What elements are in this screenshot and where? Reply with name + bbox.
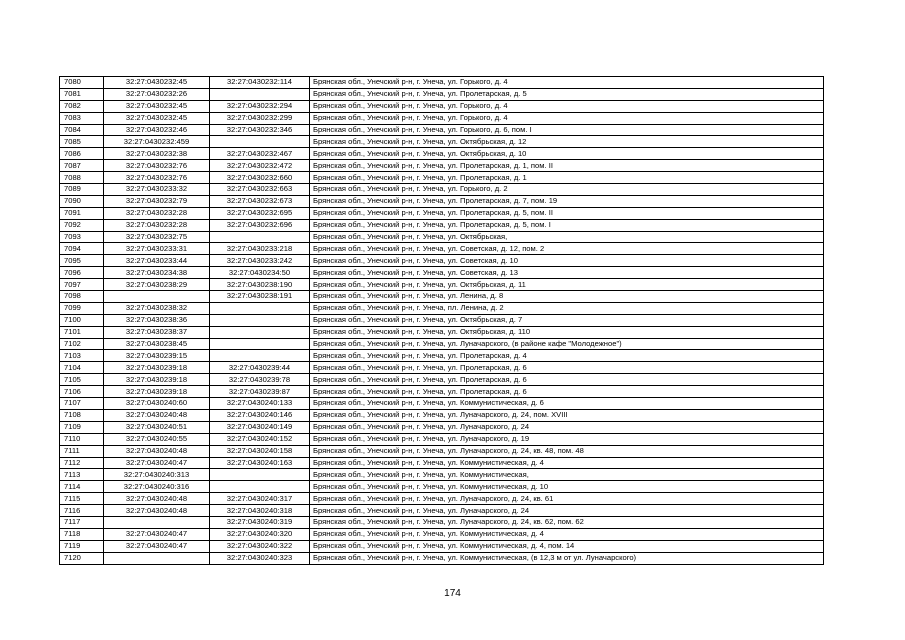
table-row	[60, 100, 824, 112]
object-number-cell: 32:27:0430240:323	[210, 552, 310, 564]
address-cell: Брянская обл., Унечский р-н, г. Унеча, ул. Горького, д. 2	[310, 184, 824, 196]
parcel-number-cell: 32:27:0430232:46	[104, 124, 210, 136]
table-row	[60, 552, 824, 564]
object-number-cell	[210, 88, 310, 100]
object-number-cell	[210, 481, 310, 493]
row-number-cell: 7084	[60, 124, 104, 136]
parcel-number-cell: 32:27:0430239:15	[104, 350, 210, 362]
table-row	[60, 350, 824, 362]
parcel-number-cell: 32:27:0430232:45	[104, 100, 210, 112]
parcel-number-cell: 32:27:0430238:45	[104, 338, 210, 350]
parcel-number-cell: 32:27:0430240:47	[104, 457, 210, 469]
row-number-cell: 7100	[60, 314, 104, 326]
table-row	[60, 172, 824, 184]
address-cell: Брянская обл., Унечский р-н, г. Унеча, ул. Коммунистическая, д. 10	[310, 481, 824, 493]
object-number-cell: 32:27:0430232:346	[210, 124, 310, 136]
table-row	[60, 148, 824, 160]
address-cell: Брянская обл., Унечский р-н, г. Унеча, ул. Пролетарская, д. 6	[310, 374, 824, 386]
row-number-cell: 7083	[60, 112, 104, 124]
row-number-cell: 7082	[60, 100, 104, 112]
row-number-cell: 7091	[60, 207, 104, 219]
address-cell: Брянская обл., Унечский р-н, г. Унеча, ул. Советская, д. 13	[310, 267, 824, 279]
table-row	[60, 255, 824, 267]
row-number-cell: 7103	[60, 350, 104, 362]
parcel-number-cell: 32:27:0430240:60	[104, 398, 210, 410]
row-number-cell: 7105	[60, 374, 104, 386]
object-number-cell: 32:27:0430234:50	[210, 267, 310, 279]
registry-table-body	[60, 77, 824, 565]
address-cell: Брянская обл., Унечский р-н, г. Унеча, ул. Пролетарская, д. 5, пом. I	[310, 219, 824, 231]
object-number-cell: 32:27:0430239:87	[210, 386, 310, 398]
table-row	[60, 231, 824, 243]
address-cell: Брянская обл., Унечский р-н, г. Унеча, ул. Октябрьская, д. 11	[310, 279, 824, 291]
row-number-cell: 7115	[60, 493, 104, 505]
object-number-cell: 32:27:0430240:158	[210, 445, 310, 457]
object-number-cell: 32:27:0430232:472	[210, 160, 310, 172]
object-number-cell: 32:27:0430240:320	[210, 528, 310, 540]
parcel-number-cell: 32:27:0430232:28	[104, 207, 210, 219]
object-number-cell: 32:27:0430232:299	[210, 112, 310, 124]
row-number-cell: 7108	[60, 409, 104, 421]
row-number-cell: 7099	[60, 302, 104, 314]
object-number-cell	[210, 136, 310, 148]
table-row	[60, 421, 824, 433]
row-number-cell: 7113	[60, 469, 104, 481]
address-cell: Брянская обл., Унечский р-н, г. Унеча, ул. Коммунистическая, д. 4, пом. 14	[310, 540, 824, 552]
parcel-number-cell: 32:27:0430232:459	[104, 136, 210, 148]
row-number-cell: 7110	[60, 433, 104, 445]
address-cell: Брянская обл., Унечский р-н, г. Унеча, ул. Пролетарская, д. 6	[310, 386, 824, 398]
parcel-number-cell: 32:27:0430238:29	[104, 279, 210, 291]
table-row	[60, 338, 824, 350]
table-row	[60, 184, 824, 196]
row-number-cell: 7112	[60, 457, 104, 469]
table-row	[60, 267, 824, 279]
parcel-number-cell: 32:27:0430240:51	[104, 421, 210, 433]
object-number-cell: 32:27:0430232:114	[210, 77, 310, 89]
object-number-cell: 32:27:0430232:660	[210, 172, 310, 184]
parcel-number-cell: 32:27:0430240:55	[104, 433, 210, 445]
object-number-cell: 32:27:0430240:322	[210, 540, 310, 552]
parcel-number-cell: 32:27:0430238:36	[104, 314, 210, 326]
parcel-number-cell	[104, 552, 210, 564]
address-cell: Брянская обл., Унечский р-н, г. Унеча, ул. Ленина, д. 8	[310, 291, 824, 303]
parcel-number-cell: 32:27:0430239:18	[104, 374, 210, 386]
object-number-cell	[210, 350, 310, 362]
table-row	[60, 302, 824, 314]
parcel-number-cell: 32:27:0430232:28	[104, 219, 210, 231]
parcel-number-cell: 32:27:0430240:47	[104, 540, 210, 552]
object-number-cell: 32:27:0430232:467	[210, 148, 310, 160]
row-number-cell: 7098	[60, 291, 104, 303]
table-row	[60, 493, 824, 505]
object-number-cell: 32:27:0430232:696	[210, 219, 310, 231]
table-row	[60, 398, 824, 410]
address-cell: Брянская обл., Унечский р-н, г. Унеча, ул. Коммунистическая, д. 6	[310, 398, 824, 410]
table-row	[60, 112, 824, 124]
object-number-cell: 32:27:0430240:152	[210, 433, 310, 445]
row-number-cell: 7104	[60, 362, 104, 374]
parcel-number-cell: 32:27:0430239:18	[104, 362, 210, 374]
parcel-number-cell: 32:27:0430233:32	[104, 184, 210, 196]
parcel-number-cell: 32:27:0430240:316	[104, 481, 210, 493]
address-cell: Брянская обл., Унечский р-н, г. Унеча, ул. Луначарского, д. 24	[310, 505, 824, 517]
parcel-number-cell: 32:27:0430240:48	[104, 445, 210, 457]
row-number-cell: 7114	[60, 481, 104, 493]
parcel-number-cell: 32:27:0430240:313	[104, 469, 210, 481]
row-number-cell: 7109	[60, 421, 104, 433]
row-number-cell: 7117	[60, 516, 104, 528]
object-number-cell: 32:27:0430240:163	[210, 457, 310, 469]
address-cell: Брянская обл., Унечский р-н, г. Унеча, ул. Горького, д. 6, пом. I	[310, 124, 824, 136]
address-cell: Брянская обл., Унечский р-н, г. Унеча, ул. Пролетарская, д. 5, пом. II	[310, 207, 824, 219]
object-number-cell: 32:27:0430240:133	[210, 398, 310, 410]
address-cell: Брянская обл., Унечский р-н, г. Унеча, ул. Горького, д. 4	[310, 112, 824, 124]
parcel-number-cell	[104, 291, 210, 303]
object-number-cell: 32:27:0430240:319	[210, 516, 310, 528]
parcel-number-cell: 32:27:0430240:48	[104, 493, 210, 505]
table-row	[60, 243, 824, 255]
address-cell: Брянская обл., Унечский р-н, г. Унеча, ул. Октябрьская,	[310, 231, 824, 243]
object-number-cell: 32:27:0430232:663	[210, 184, 310, 196]
address-cell: Брянская обл., Унечский р-н, г. Унеча, ул. Луначарского, д. 24, кв. 62, пом. 62	[310, 516, 824, 528]
row-number-cell: 7081	[60, 88, 104, 100]
table-row	[60, 136, 824, 148]
address-cell: Брянская обл., Унечский р-н, г. Унеча, ул. Горького, д. 4	[310, 100, 824, 112]
table-row	[60, 362, 824, 374]
parcel-number-cell: 32:27:0430232:79	[104, 195, 210, 207]
address-cell: Брянская обл., Унечский р-н, г. Унеча, ул. Коммунистическая, (в 12,3 м от ул. Луначарского)	[310, 552, 824, 564]
object-number-cell: 32:27:0430238:190	[210, 279, 310, 291]
object-number-cell: 32:27:0430232:294	[210, 100, 310, 112]
address-cell: Брянская обл., Унечский р-н, г. Унеча, ул. Луначарского, (в районе кафе "Молодежное")	[310, 338, 824, 350]
address-cell: Брянская обл., Унечский р-н, г. Унеча, ул. Луначарского, д. 24, кв. 61	[310, 493, 824, 505]
table-row	[60, 374, 824, 386]
table-row	[60, 124, 824, 136]
object-number-cell: 32:27:0430239:44	[210, 362, 310, 374]
registry-table	[59, 76, 824, 565]
object-number-cell: 32:27:0430240:317	[210, 493, 310, 505]
table-row	[60, 77, 824, 89]
address-cell: Брянская обл., Унечский р-н, г. Унеча, ул. Октябрьская, д. 10	[310, 148, 824, 160]
row-number-cell: 7106	[60, 386, 104, 398]
table-row	[60, 195, 824, 207]
address-cell: Брянская обл., Унечский р-н, г. Унеча, ул. Октябрьская, д. 7	[310, 314, 824, 326]
address-cell: Брянская обл., Унечский р-н, г. Унеча, ул. Пролетарская, д. 5	[310, 88, 824, 100]
object-number-cell: 32:27:0430233:218	[210, 243, 310, 255]
parcel-number-cell: 32:27:0430232:76	[104, 172, 210, 184]
parcel-number-cell: 32:27:0430240:47	[104, 528, 210, 540]
parcel-number-cell: 32:27:0430240:48	[104, 409, 210, 421]
parcel-number-cell: 32:27:0430233:31	[104, 243, 210, 255]
address-cell: Брянская обл., Унечский р-н, г. Унеча, ул. Советская, д. 12, пом. 2	[310, 243, 824, 255]
row-number-cell: 7085	[60, 136, 104, 148]
table-row	[60, 326, 824, 338]
table-row	[60, 207, 824, 219]
row-number-cell: 7097	[60, 279, 104, 291]
object-number-cell	[210, 469, 310, 481]
parcel-number-cell: 32:27:0430239:18	[104, 386, 210, 398]
row-number-cell: 7093	[60, 231, 104, 243]
table-row	[60, 291, 824, 303]
address-cell: Брянская обл., Унечский р-н, г. Унеча, ул. Луначарского, д. 24, кв. 48, пом. 48	[310, 445, 824, 457]
row-number-cell: 7095	[60, 255, 104, 267]
parcel-number-cell: 32:27:0430232:26	[104, 88, 210, 100]
table-row	[60, 279, 824, 291]
address-cell: Брянская обл., Унечский р-н, г. Унеча, ул. Советская, д. 10	[310, 255, 824, 267]
address-cell: Брянская обл., Унечский р-н, г. Унеча, ул. Горького, д. 4	[310, 77, 824, 89]
table-row	[60, 88, 824, 100]
object-number-cell: 32:27:0430240:146	[210, 409, 310, 421]
object-number-cell: 32:27:0430240:318	[210, 505, 310, 517]
address-cell: Брянская обл., Унечский р-н, г. Унеча, ул. Луначарского, д. 19	[310, 433, 824, 445]
table-row	[60, 409, 824, 421]
parcel-number-cell: 32:27:0430234:38	[104, 267, 210, 279]
object-number-cell: 32:27:0430233:242	[210, 255, 310, 267]
table-row	[60, 457, 824, 469]
table-row	[60, 469, 824, 481]
address-cell: Брянская обл., Унечский р-н, г. Унеча, пл. Ленина, д. 2	[310, 302, 824, 314]
page-number: 174	[444, 588, 461, 599]
row-number-cell: 7111	[60, 445, 104, 457]
parcel-number-cell: 32:27:0430232:45	[104, 77, 210, 89]
parcel-number-cell	[104, 516, 210, 528]
row-number-cell: 7102	[60, 338, 104, 350]
address-cell: Брянская обл., Унечский р-н, г. Унеча, ул. Коммунистическая, д. 4	[310, 528, 824, 540]
table-row	[60, 505, 824, 517]
parcel-number-cell: 32:27:0430233:44	[104, 255, 210, 267]
row-number-cell: 7119	[60, 540, 104, 552]
parcel-number-cell: 32:27:0430238:32	[104, 302, 210, 314]
address-cell: Брянская обл., Унечский р-н, г. Унеча, ул. Пролетарская, д. 4	[310, 350, 824, 362]
address-cell: Брянская обл., Унечский р-н, г. Унеча, ул. Пролетарская, д. 7, пом. 19	[310, 195, 824, 207]
object-number-cell	[210, 302, 310, 314]
table-row	[60, 386, 824, 398]
object-number-cell	[210, 338, 310, 350]
table-row	[60, 160, 824, 172]
object-number-cell: 32:27:0430232:673	[210, 195, 310, 207]
table-row	[60, 445, 824, 457]
table-row	[60, 314, 824, 326]
table-row	[60, 433, 824, 445]
address-cell: Брянская обл., Унечский р-н, г. Унеча, ул. Луначарского, д. 24, пом. XVIII	[310, 409, 824, 421]
address-cell: Брянская обл., Унечский р-н, г. Унеча, ул. Пролетарская, д. 1	[310, 172, 824, 184]
object-number-cell	[210, 231, 310, 243]
row-number-cell: 7090	[60, 195, 104, 207]
table-row	[60, 540, 824, 552]
row-number-cell: 7094	[60, 243, 104, 255]
table-row	[60, 528, 824, 540]
row-number-cell: 7116	[60, 505, 104, 517]
table-row	[60, 516, 824, 528]
address-cell: Брянская обл., Унечский р-н, г. Унеча, ул. Пролетарская, д. 1, пом. II	[310, 160, 824, 172]
object-number-cell: 32:27:0430238:191	[210, 291, 310, 303]
row-number-cell: 7101	[60, 326, 104, 338]
address-cell: Брянская обл., Унечский р-н, г. Унеча, ул. Октябрьская, д. 12	[310, 136, 824, 148]
row-number-cell: 7120	[60, 552, 104, 564]
object-number-cell: 32:27:0430239:78	[210, 374, 310, 386]
address-cell: Брянская обл., Унечский р-н, г. Унеча, ул. Коммунистическая,	[310, 469, 824, 481]
address-cell: Брянская обл., Унечский р-н, г. Унеча, ул. Коммунистическая, д. 4	[310, 457, 824, 469]
row-number-cell: 7118	[60, 528, 104, 540]
parcel-number-cell: 32:27:0430232:76	[104, 160, 210, 172]
row-number-cell: 7107	[60, 398, 104, 410]
row-number-cell: 7086	[60, 148, 104, 160]
address-cell: Брянская обл., Унечский р-н, г. Унеча, ул. Луначарского, д. 24	[310, 421, 824, 433]
object-number-cell: 32:27:0430232:695	[210, 207, 310, 219]
address-cell: Брянская обл., Унечский р-н, г. Унеча, ул. Октябрьская, д. 110	[310, 326, 824, 338]
row-number-cell: 7092	[60, 219, 104, 231]
object-number-cell	[210, 314, 310, 326]
table-row	[60, 481, 824, 493]
row-number-cell: 7096	[60, 267, 104, 279]
object-number-cell: 32:27:0430240:149	[210, 421, 310, 433]
parcel-number-cell: 32:27:0430232:75	[104, 231, 210, 243]
row-number-cell: 7089	[60, 184, 104, 196]
parcel-number-cell: 32:27:0430232:45	[104, 112, 210, 124]
object-number-cell	[210, 326, 310, 338]
row-number-cell: 7080	[60, 77, 104, 89]
parcel-number-cell: 32:27:0430240:48	[104, 505, 210, 517]
parcel-number-cell: 32:27:0430238:37	[104, 326, 210, 338]
row-number-cell: 7088	[60, 172, 104, 184]
table-row	[60, 219, 824, 231]
parcel-number-cell: 32:27:0430232:38	[104, 148, 210, 160]
row-number-cell: 7087	[60, 160, 104, 172]
address-cell: Брянская обл., Унечский р-н, г. Унеча, ул. Пролетарская, д. 6	[310, 362, 824, 374]
